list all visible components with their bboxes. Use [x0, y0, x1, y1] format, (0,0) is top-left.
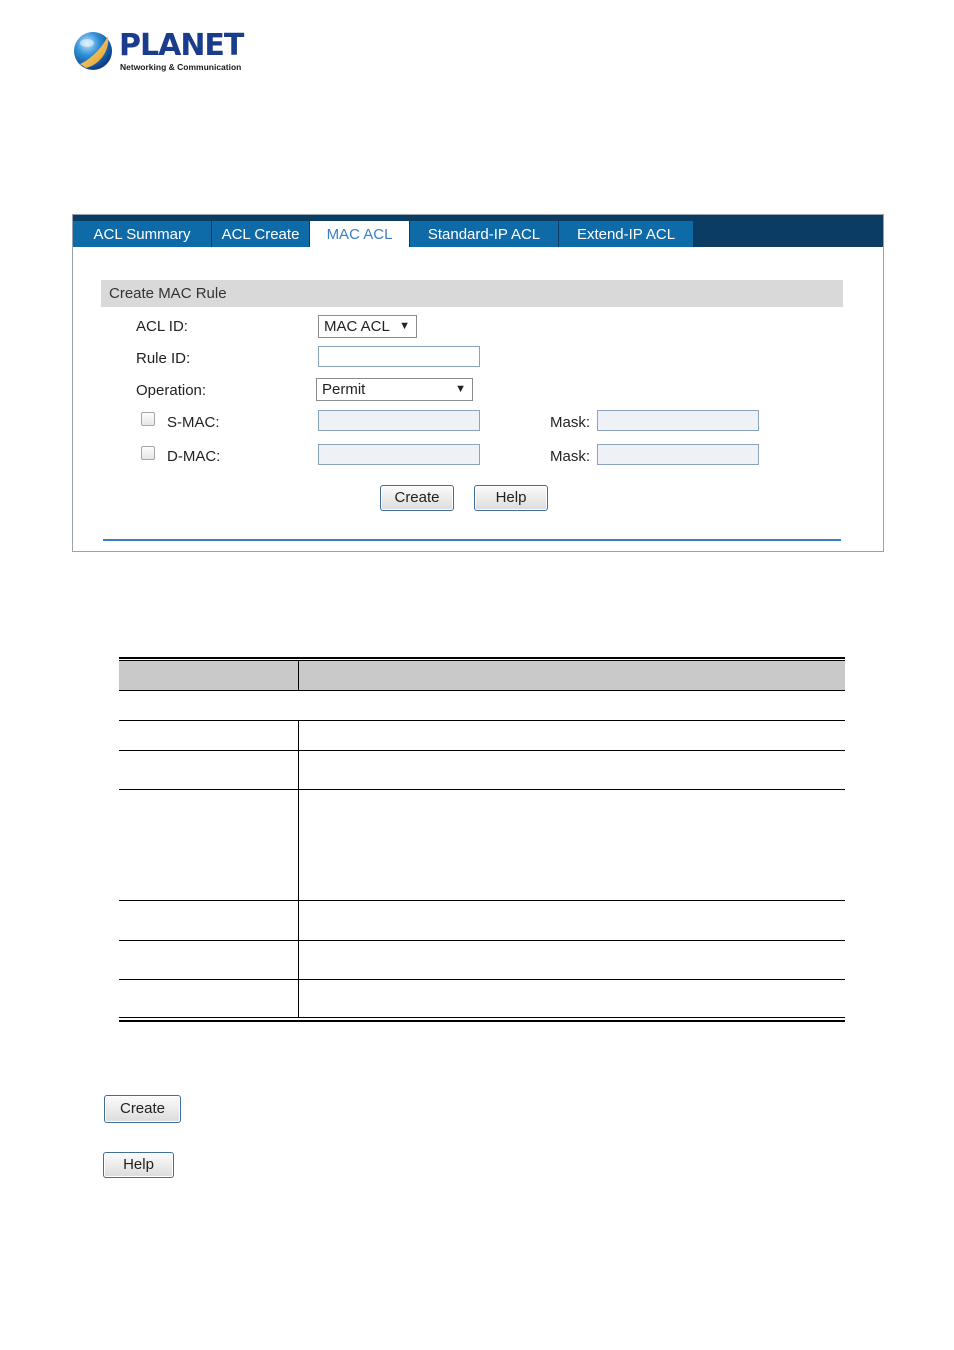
dropdown-arrow-icon: ▼	[455, 383, 466, 395]
operation-select[interactable]	[316, 378, 473, 401]
tab-acl-create[interactable]: ACL Create	[212, 221, 310, 247]
dmac-mask-label: Mask:	[550, 448, 591, 465]
table-row	[119, 900, 845, 901]
table-row	[119, 940, 845, 941]
table-row	[119, 979, 845, 980]
logo-wordmark: PLANET	[119, 28, 244, 63]
globe-icon	[72, 30, 114, 72]
create-button[interactable]: Create	[380, 485, 454, 511]
table-row	[119, 720, 845, 721]
dmac-input[interactable]	[318, 444, 480, 465]
help-button-sample[interactable]: Help	[103, 1152, 174, 1178]
smac-checkbox[interactable]	[141, 412, 155, 426]
planet-logo	[72, 28, 242, 78]
logo-tagline: Networking & Communication	[120, 62, 242, 72]
table-row	[119, 789, 845, 790]
rule-id-input[interactable]	[318, 346, 480, 367]
table-row	[119, 750, 845, 751]
table-header	[119, 661, 845, 691]
dmac-mask-input[interactable]	[597, 444, 759, 465]
operation-label: Operation:	[136, 382, 207, 399]
rule-id-label: Rule ID:	[136, 350, 191, 367]
panel-divider	[103, 539, 841, 541]
tab-extend-ip-acl[interactable]: Extend-IP ACL	[559, 221, 694, 247]
smac-mask-label: Mask:	[550, 414, 591, 431]
tab-bar	[73, 215, 883, 247]
dropdown-arrow-icon: ▼	[399, 320, 410, 332]
smac-mask-input[interactable]	[597, 410, 759, 431]
acl-panel	[72, 214, 884, 552]
dmac-label: D-MAC:	[167, 448, 221, 465]
tab-acl-summary[interactable]: ACL Summary	[73, 221, 212, 247]
dmac-checkbox[interactable]	[141, 446, 155, 460]
table-header-divider	[298, 661, 299, 691]
acl-id-label: ACL ID:	[136, 318, 188, 335]
smac-input[interactable]	[318, 410, 480, 431]
table-column-divider	[298, 720, 299, 1018]
acl-id-value: MAC ACL	[324, 318, 390, 335]
section-title: Create MAC Rule	[101, 280, 843, 307]
create-button-sample[interactable]: Create	[104, 1095, 181, 1123]
help-button[interactable]: Help	[474, 485, 548, 511]
table-bottom-rule	[119, 1017, 845, 1022]
acl-id-select[interactable]	[318, 315, 417, 338]
tab-mac-acl[interactable]: MAC ACL	[310, 221, 410, 247]
smac-label: S-MAC:	[167, 414, 220, 431]
tab-standard-ip-acl[interactable]: Standard-IP ACL	[410, 221, 559, 247]
operation-value: Permit	[322, 381, 366, 398]
